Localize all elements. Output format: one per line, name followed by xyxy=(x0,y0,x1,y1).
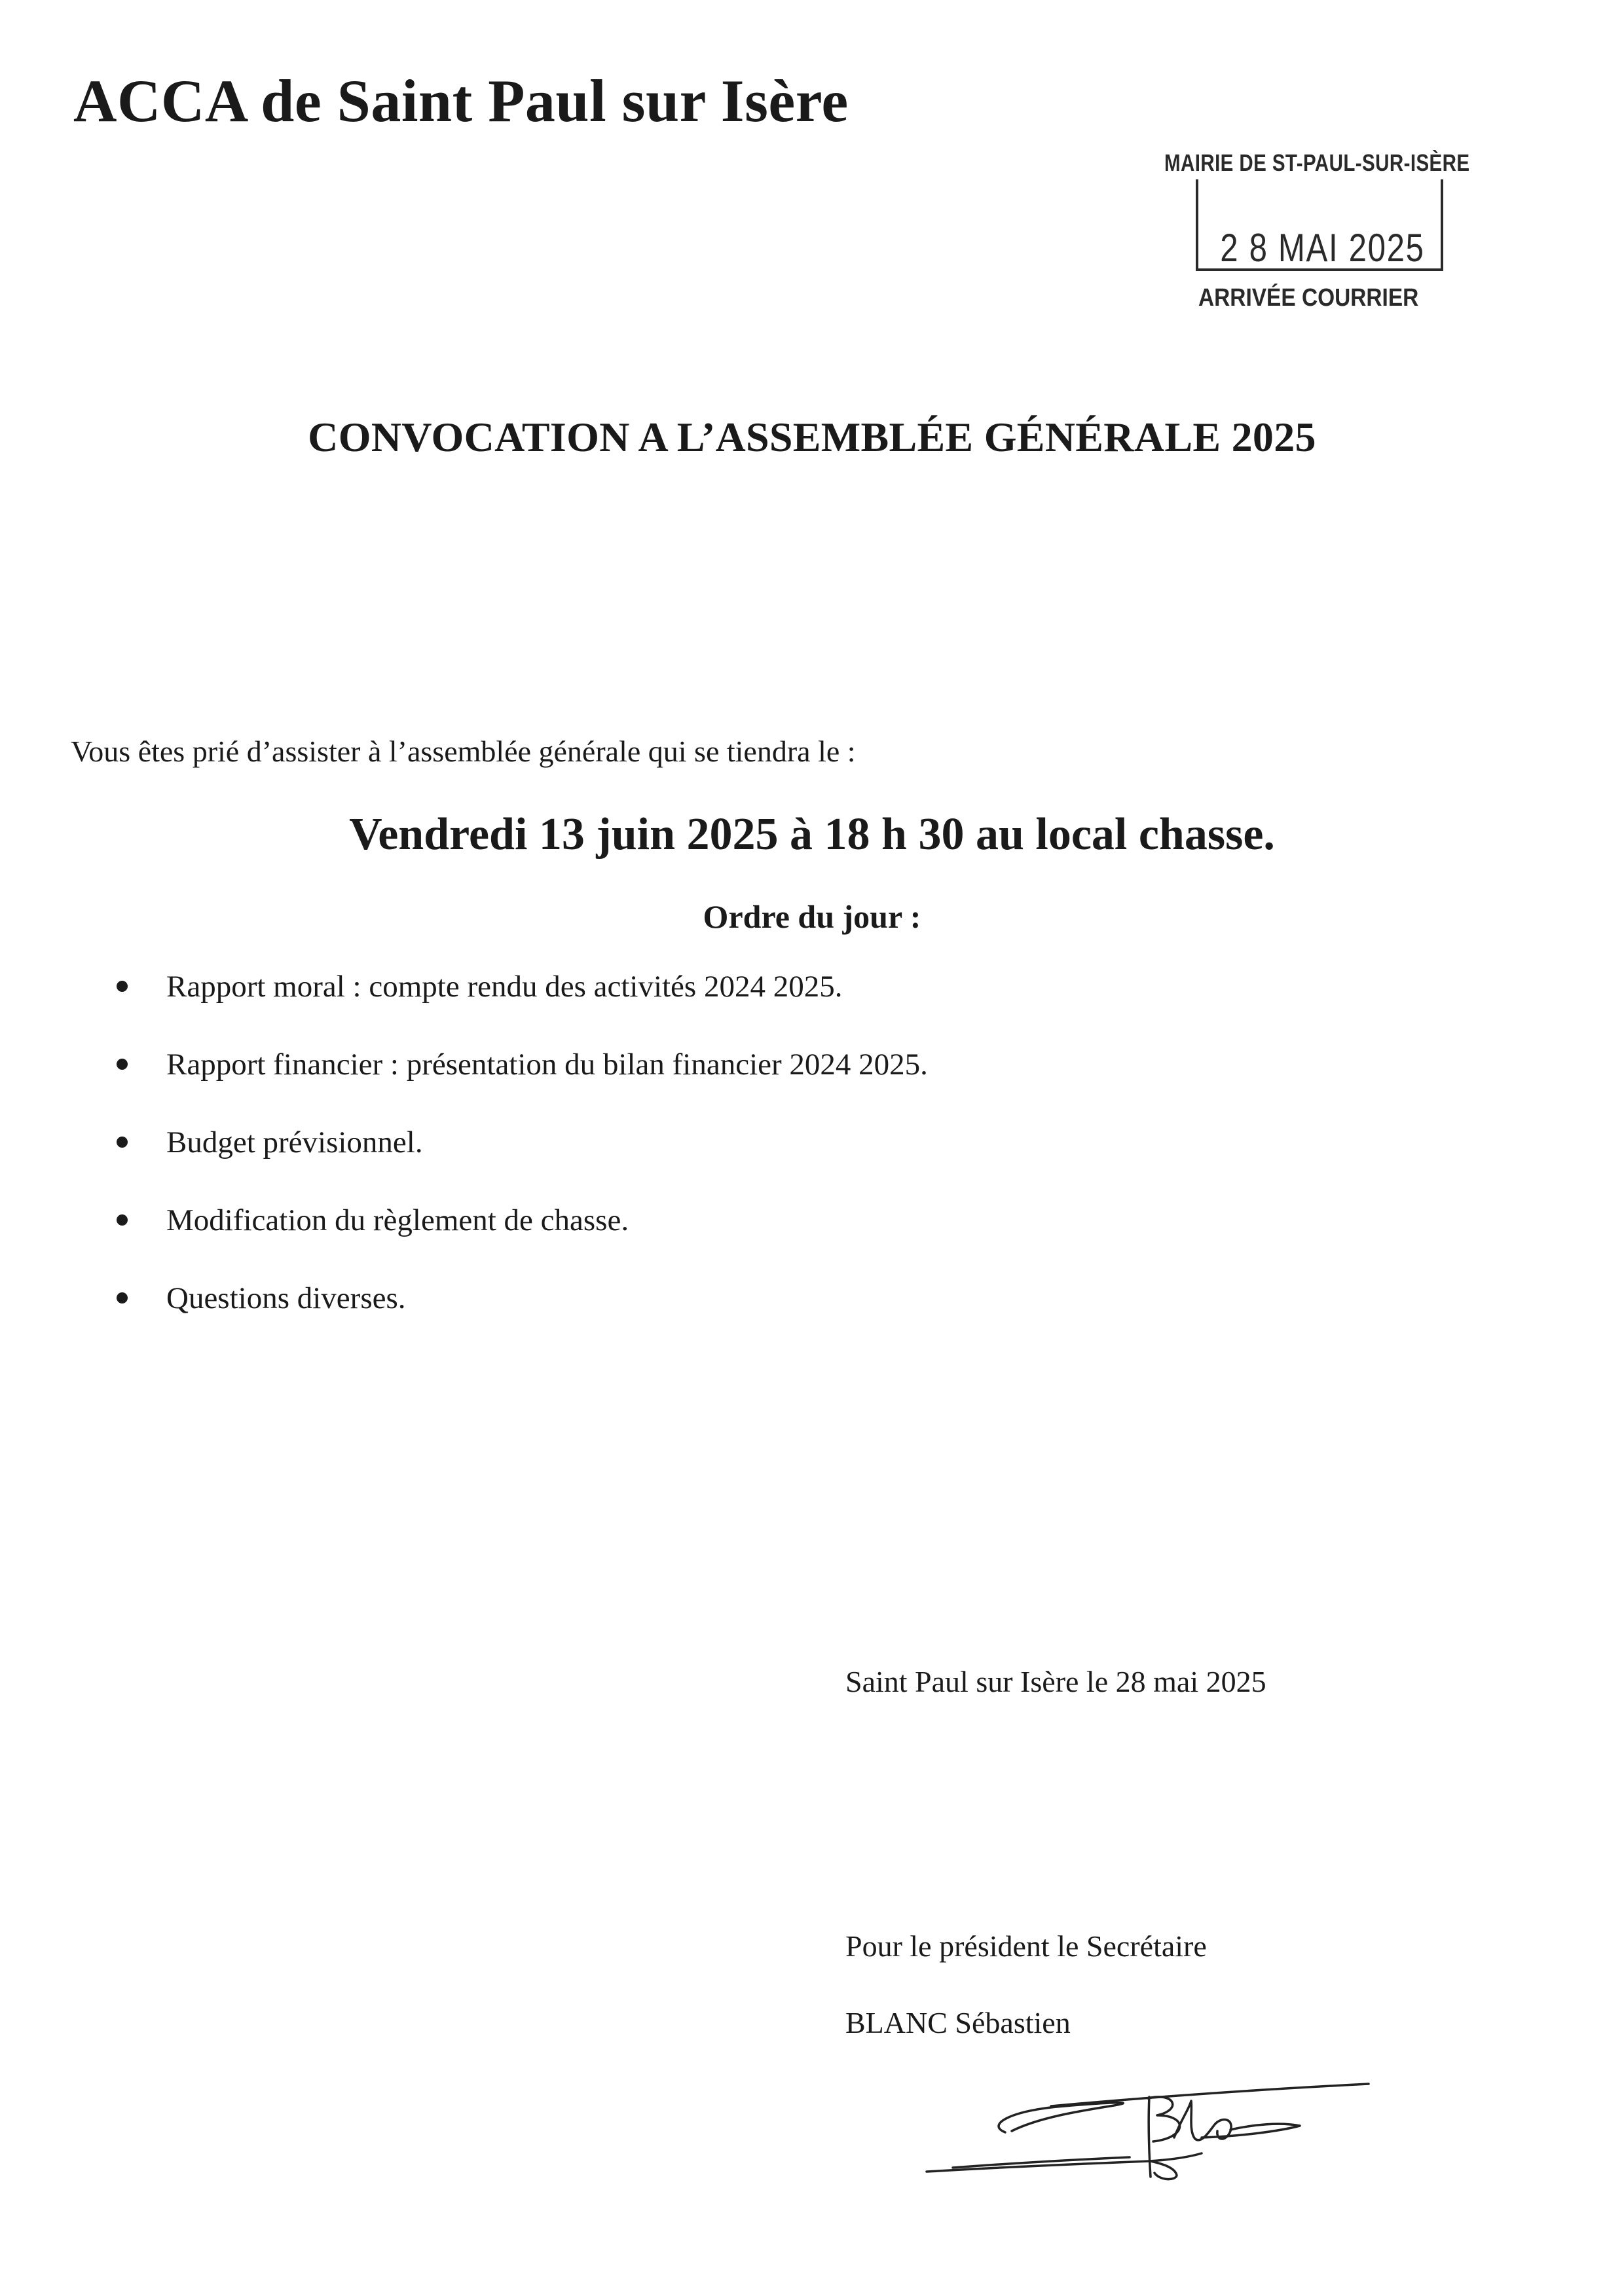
place-and-date: Saint Paul sur Isère le 28 mai 2025 xyxy=(845,1665,1266,1698)
bullet-icon xyxy=(117,981,128,992)
agenda-item xyxy=(115,1283,928,1361)
agenda-item-label: Rapport moral : compte rendu des activités 2024 2025. xyxy=(166,970,843,1004)
stamp-date: 2 8 MAI 2025 xyxy=(1220,226,1425,270)
stamp-date-box xyxy=(1196,179,1443,271)
reception-stamp xyxy=(1159,149,1486,319)
intro-text: Vous êtes prié d’assister à l’assemblée générale qui se tiendra le : xyxy=(71,735,856,768)
bullet-icon xyxy=(117,1059,128,1070)
signatory-role: Pour le président le Secrétaire xyxy=(845,1929,1207,1963)
agenda-item-label: Questions diverses. xyxy=(166,1281,406,1315)
agenda-item xyxy=(115,1127,928,1205)
bullet-icon xyxy=(117,1214,128,1226)
stamp-mairie-label: MAIRIE DE ST-PAUL-SUR-ISÈRE xyxy=(1164,149,1470,176)
agenda-item-label: Budget prévisionnel. xyxy=(166,1125,423,1159)
agenda-item xyxy=(115,1049,928,1127)
stamp-arrivee-label: ARRIVÉE COURRIER xyxy=(1198,284,1419,312)
signatory-name: BLANC Sébastien xyxy=(845,2006,1071,2039)
agenda-list xyxy=(115,972,928,1361)
agenda-item-label: Modification du règlement de chasse. xyxy=(166,1203,629,1237)
document-heading: CONVOCATION A L’ASSEMBLÉE GÉNÉRALE 2025 xyxy=(308,414,1316,460)
bullet-icon xyxy=(117,1292,128,1303)
organization-title: ACCA de Saint Paul sur Isère xyxy=(73,67,849,134)
agenda-title: Ordre du jour : xyxy=(703,898,921,935)
meeting-datetime: Vendredi 13 juin 2025 à 18 h 30 au local chasse. xyxy=(349,809,1275,860)
agenda-item xyxy=(115,1205,928,1283)
agenda-item xyxy=(115,972,928,1049)
agenda-item-label: Rapport financier : présentation du bilan financier 2024 2025. xyxy=(166,1048,928,1082)
bullet-icon xyxy=(117,1137,128,1148)
signature-icon xyxy=(913,2033,1385,2183)
